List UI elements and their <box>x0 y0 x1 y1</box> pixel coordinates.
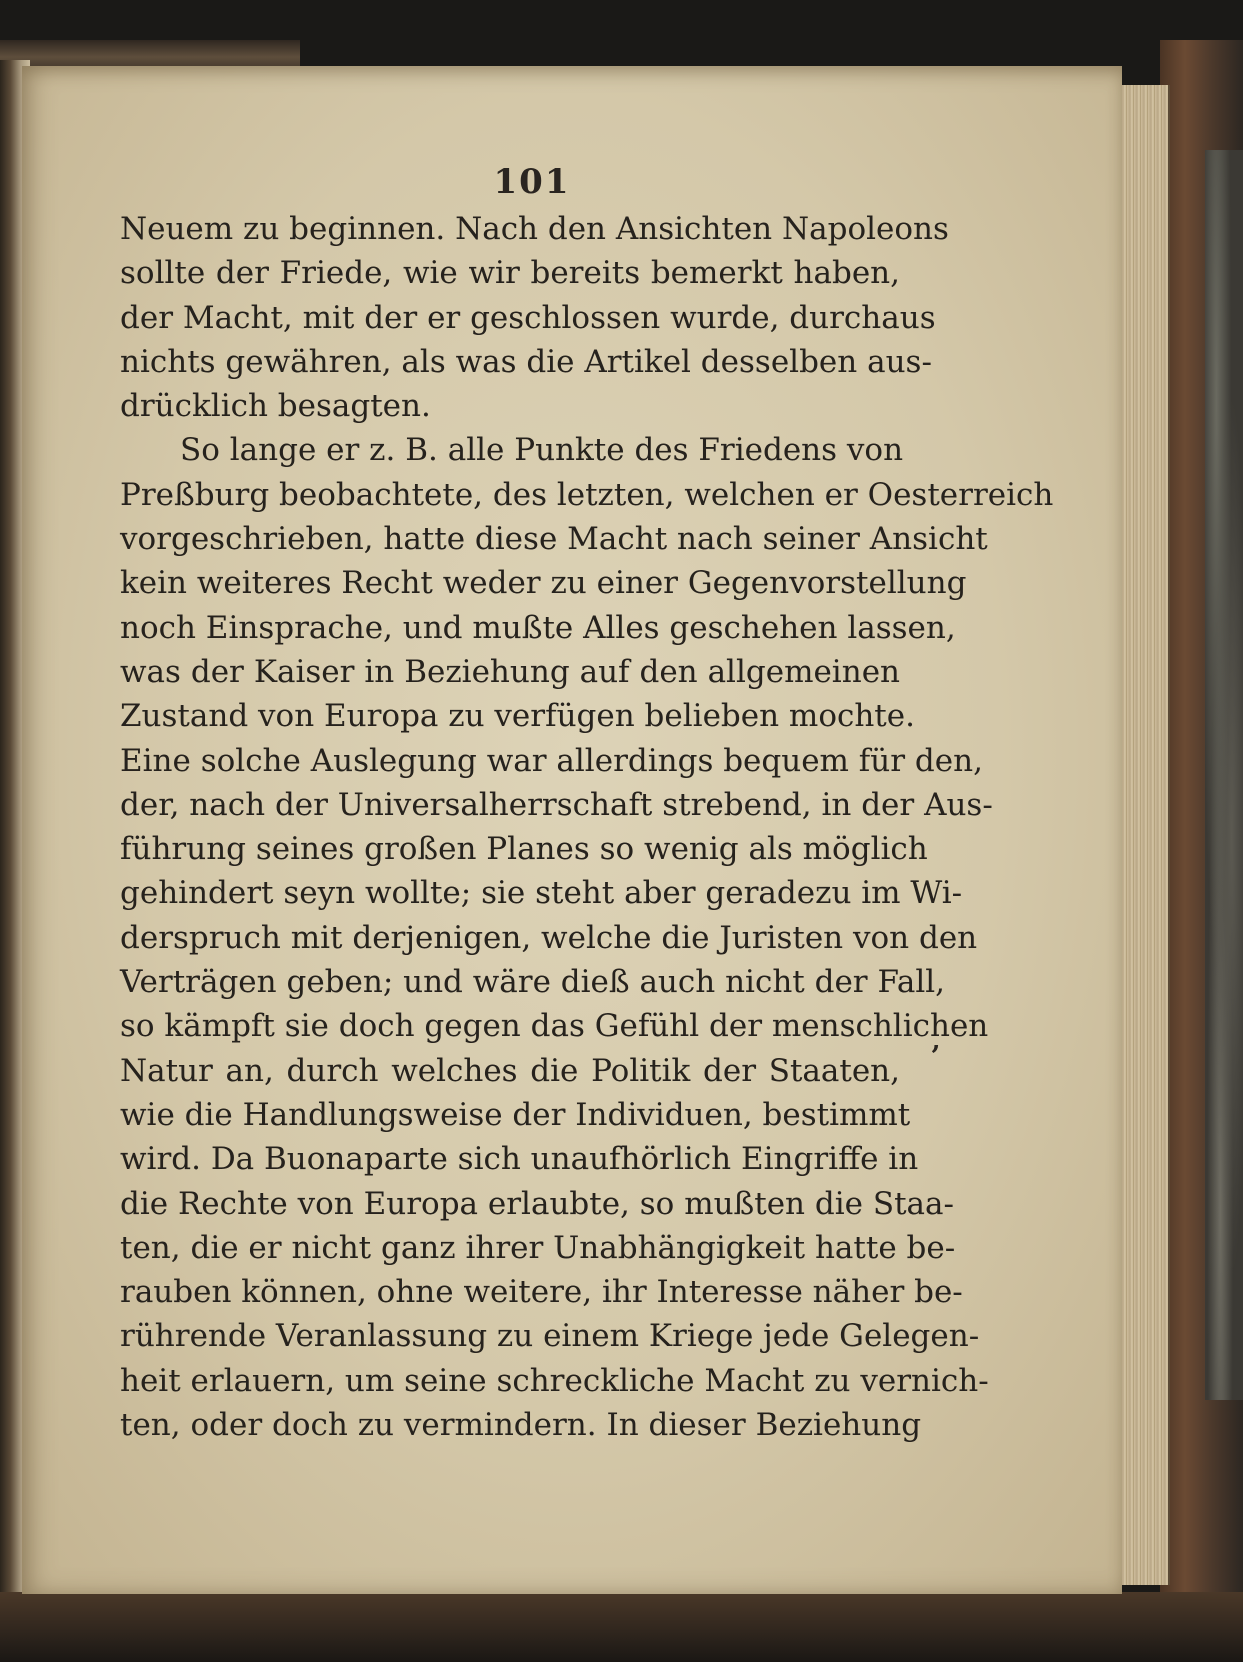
text-line: Verträgen geben; und wäre dieß auch nicht der Fall, <box>120 964 946 1001</box>
bottom-cover <box>0 1592 1243 1662</box>
text-line: ten, oder doch zu vermindern. In dieser Beziehung <box>120 1407 922 1444</box>
text-line: Preßburg beobachtete, des letzten, welchen er Oesterreich <box>120 476 1054 513</box>
text-line: Neuem zu beginnen. Nach den Ansichten Napoleons <box>120 211 949 247</box>
text-line: der Macht, mit der er geschlossen wurde, durchaus <box>120 299 936 336</box>
page-edges <box>1120 85 1170 1585</box>
text-line: führung seines großen Planes so wenig als möglich <box>120 831 928 868</box>
text-line: heit erlauern, um seine schreckliche Macht zu vernich- <box>120 1362 989 1399</box>
text-line: ten, die er nicht ganz ihrer Unabhängigkeit hatte be- <box>120 1229 956 1266</box>
text-line: nichts gewähren, als was die Artikel desselben aus- <box>120 343 932 380</box>
text-line: wird. Da Buonaparte sich unaufhörlich Eingriffe in <box>120 1141 919 1178</box>
text-line: kein weiteres Recht weder zu einer Gegenvorstellung <box>120 565 967 602</box>
text-line: die Rechte von Europa erlaubte, so mußten die Staa- <box>120 1185 954 1222</box>
cover-marbling <box>1205 150 1243 1400</box>
text-line: vorgeschrieben, hatte diese Macht nach seiner Ansicht <box>120 521 988 558</box>
margin-mark: ʼ <box>930 1040 940 1073</box>
page-number: 101 <box>493 162 571 202</box>
text-line: wie die Handlungsweise der Individuen, bestimmt <box>120 1096 911 1133</box>
text-line: rauben können, ohne weitere, ihr Interesse näher be- <box>120 1274 963 1311</box>
text-line: drücklich besagten. <box>120 388 431 425</box>
text-line: So lange er z. B. alle Punkte des Friedens von <box>180 432 904 469</box>
text-block <box>120 207 1054 1447</box>
text-line: derspruch mit derjenigen, welche die Juristen von den <box>120 919 978 956</box>
text-line: sollte der Friede, wie wir bereits bemerkt haben, <box>120 255 900 292</box>
text-line: was der Kaiser in Beziehung auf den allgemeinen <box>120 653 900 690</box>
text-line: Natur an, durch welches die Politik der Staaten, <box>120 1052 900 1089</box>
text-line: Eine solche Auslegung war allerdings bequem für den, <box>120 742 983 779</box>
text-line: noch Einsprache, und mußte Alles geschehen lassen, <box>120 609 956 646</box>
text-line: gehindert seyn wollte; sie steht aber geradezu im Wi- <box>120 875 963 912</box>
text-line: Zustand von Europa zu verfügen belieben mochte. <box>120 698 915 735</box>
text-line: so kämpft sie doch gegen das Gefühl der menschlichen <box>120 1008 989 1045</box>
text-line: rührende Veranlassung zu einem Kriege jede Gelegen- <box>120 1318 980 1355</box>
text-line: der, nach der Universalherrschaft strebend, in der Aus- <box>120 786 993 823</box>
